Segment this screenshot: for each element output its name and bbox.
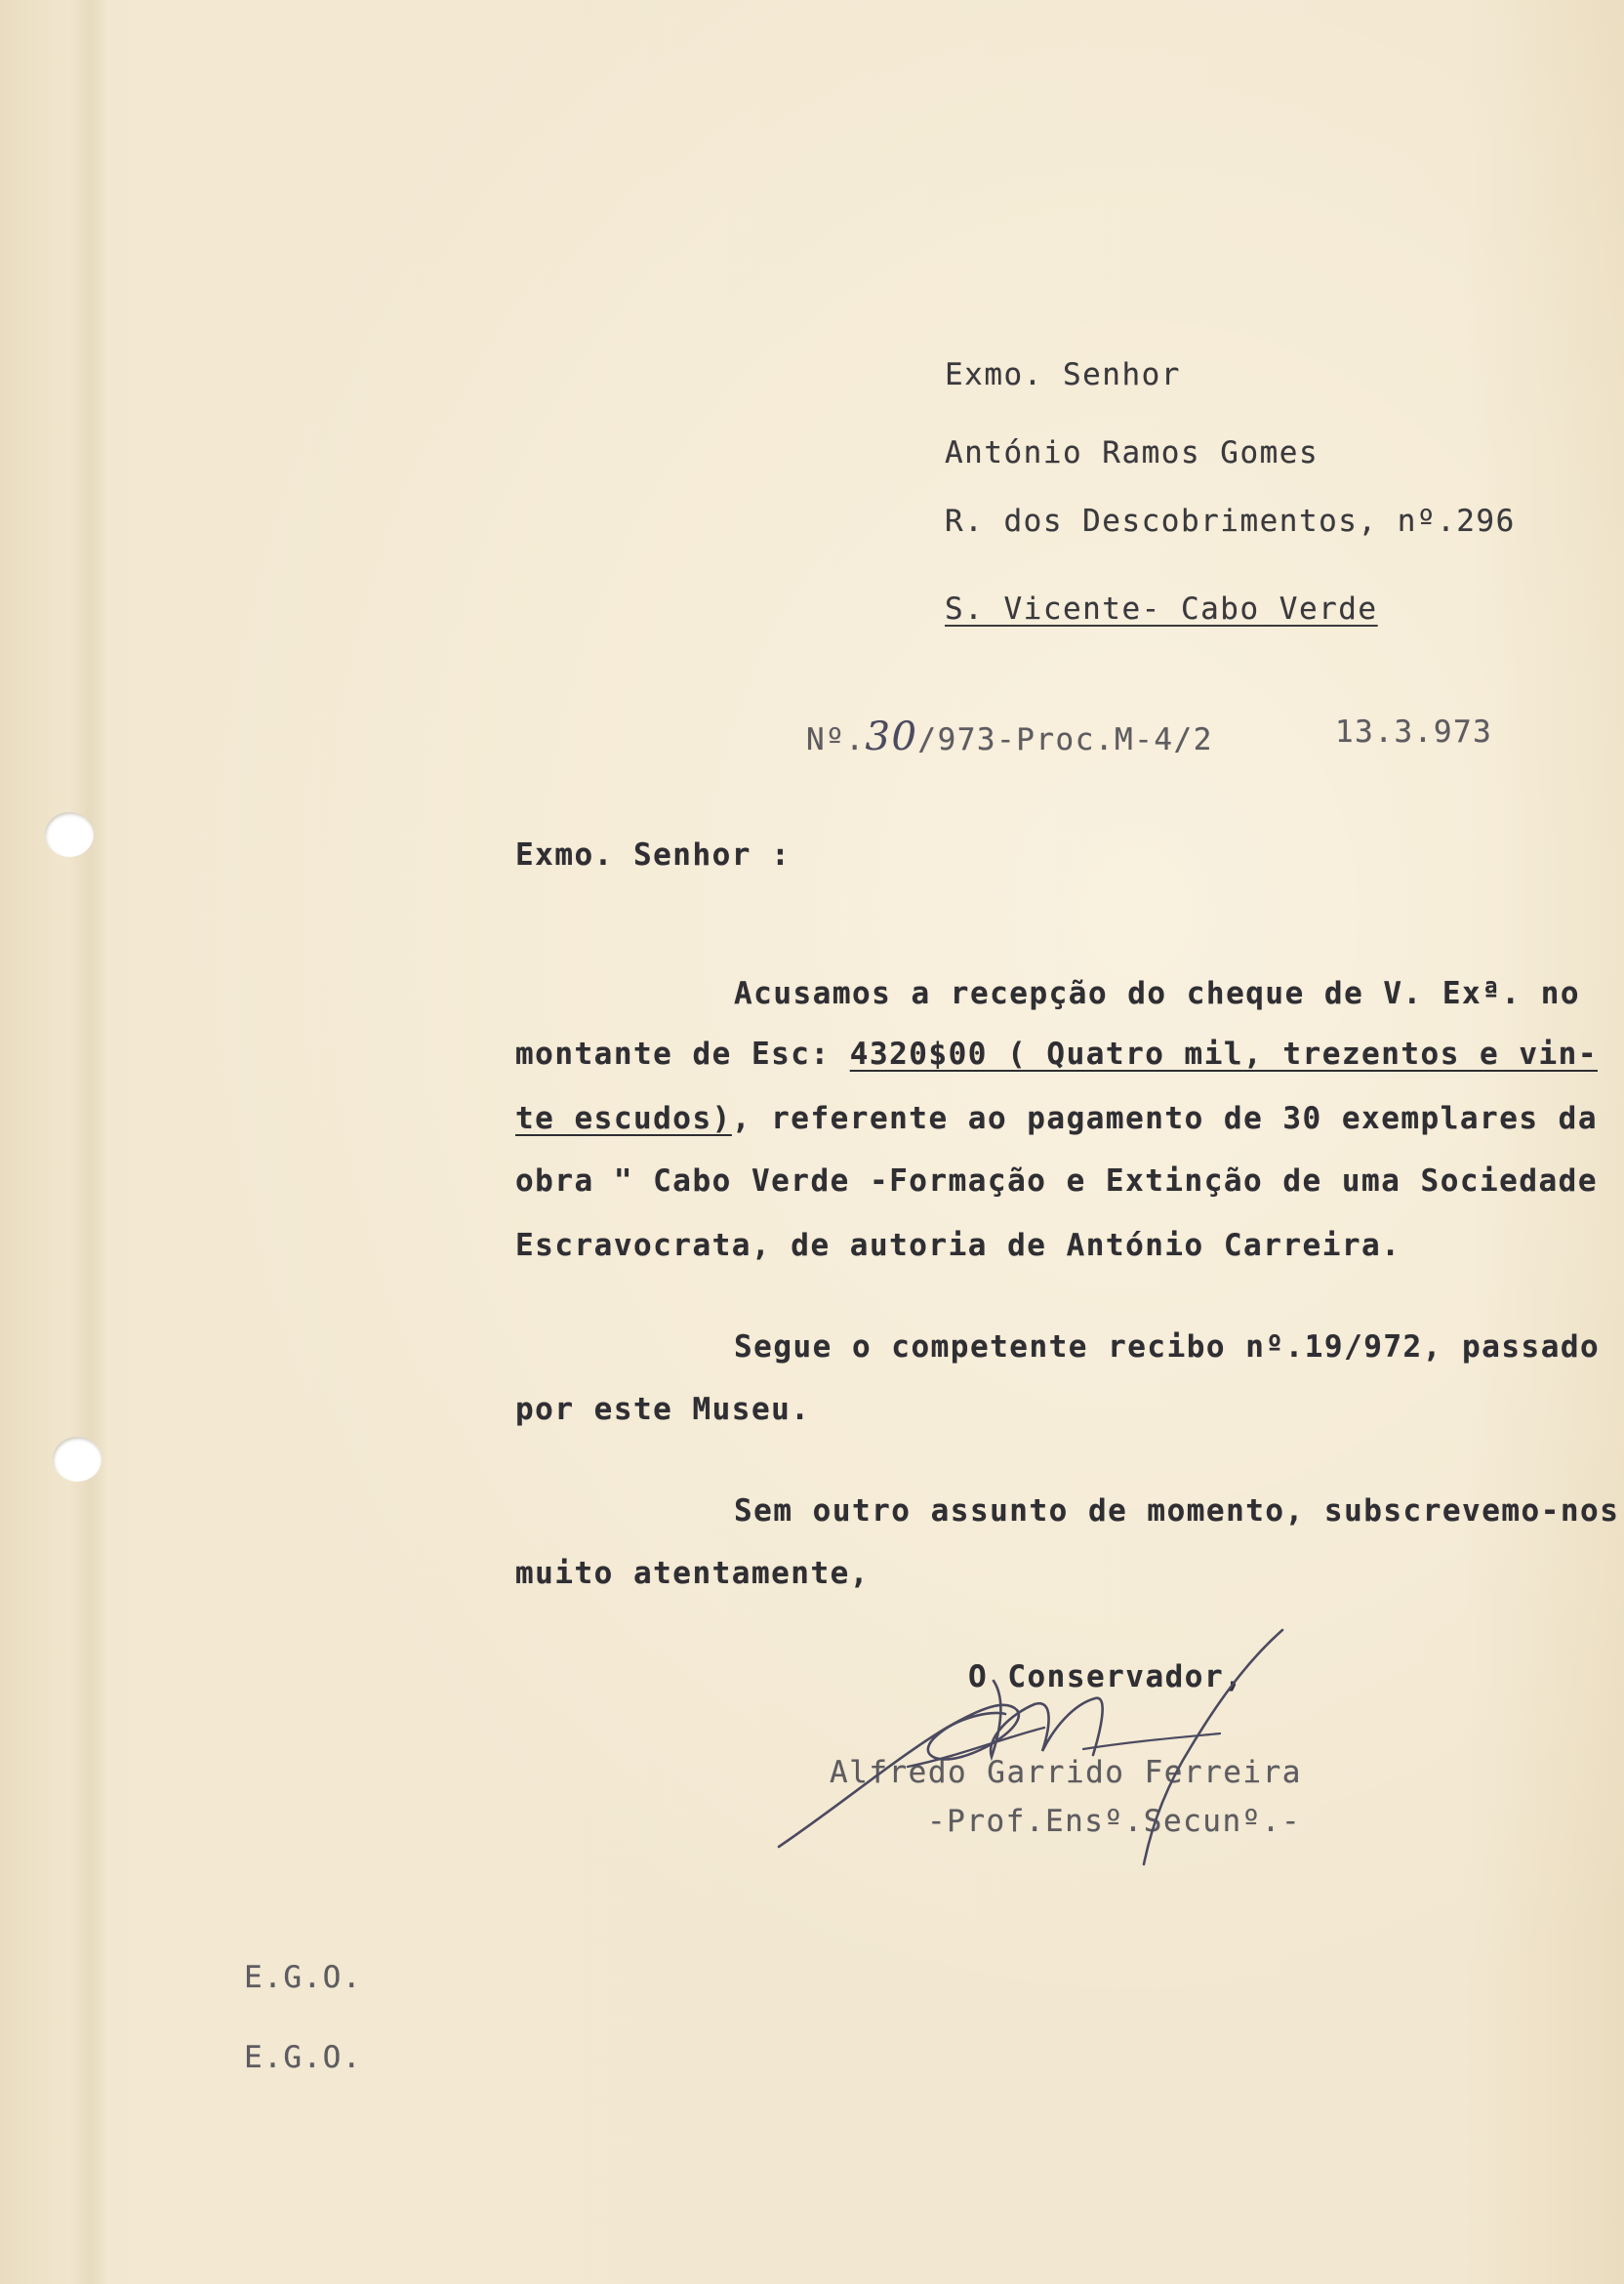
reference-number-handwritten: 30: [865, 714, 918, 759]
reference-suffix: /973-Proc.M-4/2: [917, 722, 1213, 757]
signatory-name: Alfredo Garrido Ferreira: [830, 1755, 1302, 1790]
handwritten-signature: [761, 1620, 1308, 1874]
address-line-4: S. Vicente- Cabo Verde: [945, 591, 1378, 627]
paper-fold-shadow: [70, 0, 109, 2284]
reference-line: [806, 714, 1213, 759]
body-p1-line-2: [515, 1037, 1598, 1072]
body-p1-line-3: [515, 1101, 1598, 1136]
initials-1: E.G.O.: [244, 1960, 362, 1995]
body-p3-line-2: muito atentamente,: [515, 1556, 870, 1591]
reference-date: 13.3.973: [1335, 714, 1493, 750]
body-p1-line-3-rest: , referente ao pagamento de 30 exemplares da: [731, 1101, 1599, 1136]
body-p2-line-2: por este Museu.: [515, 1392, 811, 1427]
initials-2: E.G.O.: [244, 2040, 362, 2075]
body-p1-line-4: obra " Cabo Verde -Formação e Extinção de uma Sociedade: [515, 1163, 1598, 1199]
address-line-3: R. dos Descobrimentos, nº.296: [945, 504, 1516, 539]
amount-value: 4320$00 ( Quatro mil, trezentos e vin-: [849, 1037, 1598, 1072]
address-line-1: Exmo. Senhor: [945, 357, 1181, 392]
punch-hole-bottom: [53, 1437, 102, 1482]
body-p2-line-1: Segue o competente recibo nº.19/972, passado: [734, 1329, 1601, 1365]
reference-prefix: Nº.: [806, 722, 866, 757]
salutation: Exmo. Senhor :: [515, 837, 792, 873]
body-p3-line-1: Sem outro assunto de momento, subscrevemo-nos: [734, 1493, 1620, 1529]
punch-hole-top: [45, 812, 94, 857]
signatory-position: -Prof.Ensº.Secunº.-: [927, 1804, 1302, 1839]
closing-title: O Conservador,: [968, 1659, 1244, 1694]
amount-label: montante de Esc:: [515, 1037, 850, 1072]
amount-value-cont: te escudos): [515, 1101, 732, 1136]
body-p1-line-5: Escravocrata, de autoria de António Carreira.: [515, 1228, 1401, 1263]
body-p1-line-1: Acusamos a recepção do cheque de V. Exª. no: [734, 976, 1581, 1011]
address-line-2: António Ramos Gomes: [945, 435, 1320, 470]
